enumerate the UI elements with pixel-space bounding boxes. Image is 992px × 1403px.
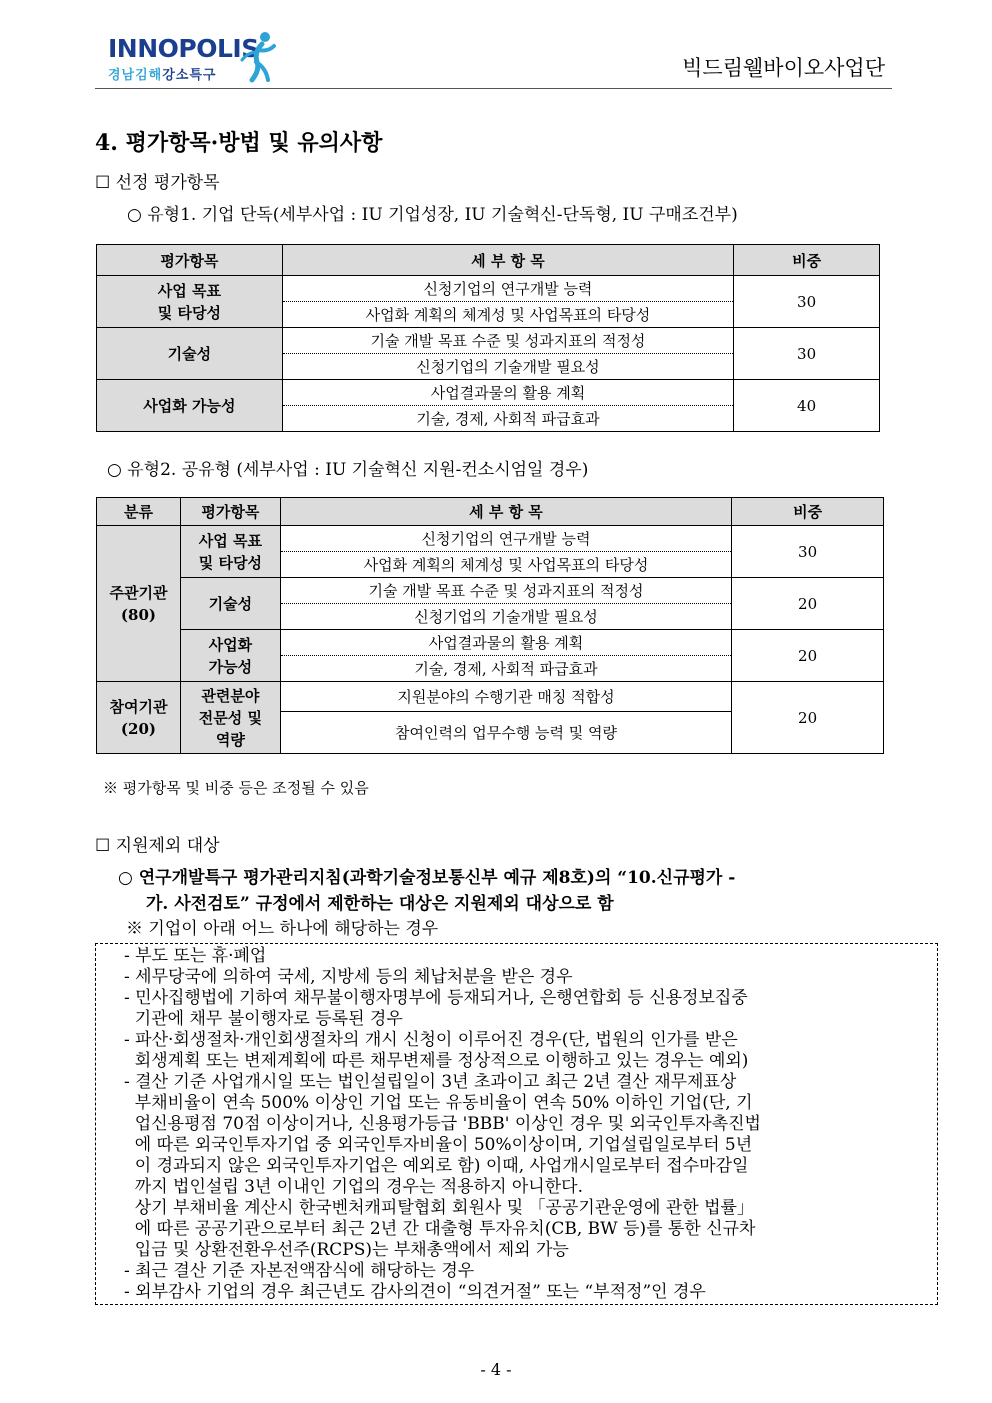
- detail-cell: 참여인력의 업무수행 능력 및 역량: [280, 712, 731, 754]
- category-line: 사업화: [208, 635, 253, 654]
- table-row: [97, 630, 884, 656]
- category-cell: 기술성: [180, 578, 280, 630]
- table-row: [97, 682, 884, 712]
- class-cell-lead: [97, 526, 181, 682]
- logo-sub-a: 경남김해: [108, 68, 163, 83]
- detail-cell: 신청기업의 연구개발 능력: [280, 526, 731, 552]
- organization-name: 빅드림웰바이오사업단: [682, 56, 885, 80]
- criteria-line: 입금 및 상환전환우선주(RCPS)는 부채총액에서 제외 가능: [124, 1240, 569, 1260]
- weight-cell: 30: [732, 526, 884, 578]
- evaluation-table-type2: [96, 497, 884, 754]
- logo-sub-b: 강소특구: [162, 68, 217, 83]
- table-row: [97, 526, 884, 552]
- col-header-detail: 세 부 항 목: [280, 498, 731, 526]
- table-row: [97, 380, 880, 406]
- criteria-line: - 최근 결산 기준 자본전액잠식에 해당하는 경우: [124, 1261, 475, 1281]
- detail-cell: 지원분야의 수행기관 매칭 적합성: [280, 682, 731, 712]
- subsection-selection-criteria: ☐ 선정 평가항목: [95, 173, 220, 193]
- detail-cell: 사업화 계획의 체계성 및 사업목표의 타당성: [282, 302, 733, 328]
- criteria-line: - 부도 또는 휴·폐업: [124, 946, 267, 966]
- col-header-category: 평가항목: [97, 245, 283, 276]
- type1-heading: ○ 유형1. 기업 단독(세부사업 : IU 기업성장, IU 기술혁신-단독형, IU 구매조건부): [127, 205, 738, 225]
- weight-cell: 30: [734, 276, 880, 328]
- exclusion-criteria-box: [95, 943, 938, 1305]
- weight-cell: 30: [734, 328, 880, 380]
- criteria-line: - 결산 기준 사업개시일 또는 법인설립일이 3년 초과이고 최근 2년 결산 재무제표상: [124, 1072, 737, 1092]
- innopolis-logo: [108, 30, 278, 90]
- exclusion-rule-line-1: ○ 연구개발특구 평가관리지침(과학기술정보통신부 예규 제8호)의 “10.신규평가 -: [118, 868, 736, 888]
- table-header-row: [97, 498, 884, 526]
- detail-cell: 사업결과물의 활용 계획: [280, 630, 731, 656]
- col-header-weight: 비중: [732, 498, 884, 526]
- criteria-line: - 민사집행법에 기하여 채무불이행자명부에 등재되거나, 은행연합회 등 신용정보집중: [124, 988, 748, 1008]
- category-line: 및 타당성: [198, 553, 262, 572]
- class-share: (80): [120, 605, 156, 624]
- category-line: 역량: [215, 730, 245, 749]
- criteria-line: 기관에 채무 불이행자로 등록된 경우: [124, 1009, 403, 1029]
- table-row: [97, 578, 884, 604]
- criteria-line: 에 따른 외국인투자기업 중 외국인투자비율이 50%이상이며, 기업설립일로부터 5년: [124, 1135, 753, 1155]
- class-cell-partner: [97, 682, 181, 754]
- detail-cell: 신청기업의 연구개발 능력: [282, 276, 733, 302]
- detail-cell: 신청기업의 기술개발 필요성: [282, 354, 733, 380]
- detail-cell: 기술, 경제, 사회적 파급효과: [282, 406, 733, 432]
- section-title: 4. 평가항목·방법 및 유의사항: [95, 130, 383, 156]
- logo-sub-text: [108, 64, 216, 83]
- detail-cell: 기술, 경제, 사회적 파급효과: [280, 656, 731, 682]
- category-line: 전문성 및: [198, 708, 262, 727]
- category-cell: 사업화 가능성: [97, 380, 283, 432]
- type2-heading: ○ 유형2. 공유형 (세부사업 : IU 기술혁신 지원-컨소시엄일 경우): [107, 460, 589, 480]
- category-cell: [180, 630, 280, 682]
- detail-cell: 기술 개발 목표 수준 및 성과지표의 적정성: [280, 578, 731, 604]
- criteria-line: 이 경과되지 않은 외국인투자기업은 예외로 함) 이때, 사업개시일로부터 접수마감일: [124, 1156, 749, 1176]
- col-header-class: 분류: [97, 498, 181, 526]
- detail-cell: 기술 개발 목표 수준 및 성과지표의 적정성: [282, 328, 733, 354]
- category-cell: 기술성: [97, 328, 283, 380]
- weight-cell: 20: [732, 578, 884, 630]
- criteria-line: 회생계획 또는 변제계획에 따른 채무변제를 정상적으로 이행하고 있는 경우는 예외): [124, 1051, 749, 1071]
- criteria-line: - 외부감사 기업의 경우 최근년도 감사의견이 “의견거절” 또는 “부적정”인 경우: [124, 1282, 706, 1302]
- criteria-line: 에 따른 공공기관으로부터 최근 2년 간 대출형 투자유치(CB, BW 등)를 통한 신규차: [124, 1219, 756, 1239]
- table-header-row: [97, 245, 880, 276]
- col-header-category: 평가항목: [180, 498, 280, 526]
- weight-cell: 20: [732, 682, 884, 754]
- detail-cell: 신청기업의 기술개발 필요성: [280, 604, 731, 630]
- category-line: 사업 목표: [198, 531, 262, 550]
- criteria-line: - 세무당국에 의하여 국세, 지방세 등의 체납처분을 받은 경우: [124, 967, 573, 987]
- criteria-line: 상기 부채비율 계산시 한국벤처캐피탈협회 회원사 및 「공공기관운영에 관한 법률」: [124, 1198, 754, 1218]
- criteria-line: 부채비율이 연속 500% 이상인 기업 또는 유동비율이 연속 50% 이하인 기업(단, 기: [124, 1093, 753, 1113]
- category-line: 가능성: [208, 657, 253, 676]
- evaluation-table-type1: [96, 244, 880, 432]
- col-header-detail: 세 부 항 목: [282, 245, 733, 276]
- category-line: 관련분야: [201, 686, 260, 705]
- criteria-line: 업신용평점 70점 이상이거나, 신용평가등급 'BBB' 이상인 경우 및 외국인투자촉진법: [124, 1114, 761, 1134]
- header-divider: [95, 88, 892, 89]
- criteria-line: 까지 법인설립 3년 이내인 기업의 경우는 적용하지 아니한다.: [124, 1177, 583, 1197]
- detail-cell: 사업화 계획의 체계성 및 사업목표의 타당성: [280, 552, 731, 578]
- table-row: [97, 276, 880, 302]
- exclusion-note: ※ 기업이 아래 어느 하나에 해당하는 경우: [126, 919, 439, 939]
- exclusion-rule-line-2: 가. 사전검토” 규정에서 제한하는 대상은 지원제외 대상으로 함: [146, 894, 614, 914]
- weight-cell: 40: [734, 380, 880, 432]
- logo-main-text: INNOPOLIS: [108, 34, 259, 63]
- class-label: 참여기관: [109, 697, 168, 716]
- table-row: [97, 328, 880, 354]
- subsection-exclusion: ☐ 지원제외 대상: [95, 836, 220, 856]
- class-label: 주관기관: [109, 583, 168, 602]
- weight-cell: 20: [732, 630, 884, 682]
- category-cell: [180, 682, 280, 754]
- criteria-line: - 파산·회생절차·개인회생절차의 개시 신청이 이루어진 경우(단, 법원의 인가를 받은: [124, 1030, 738, 1050]
- class-share: (20): [120, 719, 156, 738]
- weight-adjust-note: ※ 평가항목 및 비중 등은 조정될 수 있음: [103, 779, 369, 797]
- detail-cell: 사업결과물의 활용 계획: [282, 380, 733, 406]
- page-number: - 4 -: [480, 1360, 512, 1379]
- category-cell: 사업 목표 및 타당성: [97, 276, 283, 328]
- runner-figure-icon: [232, 30, 278, 88]
- col-header-weight: 비중: [734, 245, 880, 276]
- category-cell: [180, 526, 280, 578]
